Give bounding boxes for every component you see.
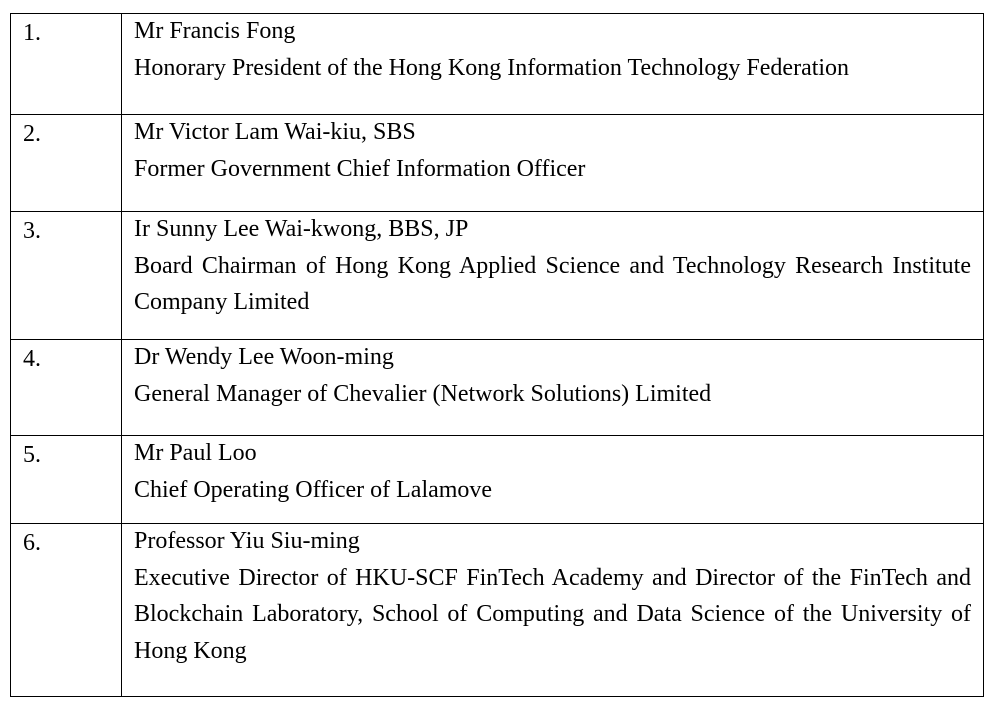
member-cell <box>122 14 984 115</box>
member-title: Executive Director of HKU-SCF FinTech Academy and Director of the FinTech and Blockchain Laboratory, School of Computing and Data Science of the University of Hong Kong <box>134 564 971 664</box>
members-table <box>10 13 984 697</box>
table-row <box>11 115 984 212</box>
member-name: Ir Sunny Lee Wai-kwong, BBS, JP <box>134 216 469 242</box>
member-name: Mr Paul Loo <box>134 440 257 466</box>
member-name: Mr Francis Fong <box>134 18 296 44</box>
row-number: 5. <box>11 436 122 524</box>
table-row <box>11 436 984 524</box>
row-number: 3. <box>11 212 122 340</box>
member-cell <box>122 340 984 436</box>
member-name: Professor Yiu Siu-ming <box>134 528 360 554</box>
table-row <box>11 524 984 697</box>
member-title: Board Chairman of Hong Kong Applied Science and Technology Research Institute Company Limited <box>134 252 971 315</box>
member-title: General Manager of Chevalier (Network Solutions) Limited <box>134 380 712 407</box>
member-title: Former Government Chief Information Officer <box>134 155 586 182</box>
member-cell <box>122 436 984 524</box>
member-cell <box>122 524 984 697</box>
row-number: 2. <box>11 115 122 212</box>
row-number: 4. <box>11 340 122 436</box>
row-number: 1. <box>11 14 122 115</box>
member-title: Chief Operating Officer of Lalamove <box>134 476 493 503</box>
row-number: 6. <box>11 524 122 697</box>
table-row <box>11 340 984 436</box>
member-name: Mr Victor Lam Wai-kiu, SBS <box>134 119 416 145</box>
table-row <box>11 14 984 115</box>
table-row <box>11 212 984 340</box>
member-cell <box>122 212 984 340</box>
member-name: Dr Wendy Lee Woon-ming <box>134 344 394 370</box>
member-cell <box>122 115 984 212</box>
member-title: Honorary President of the Hong Kong Information Technology Federation <box>134 54 850 81</box>
